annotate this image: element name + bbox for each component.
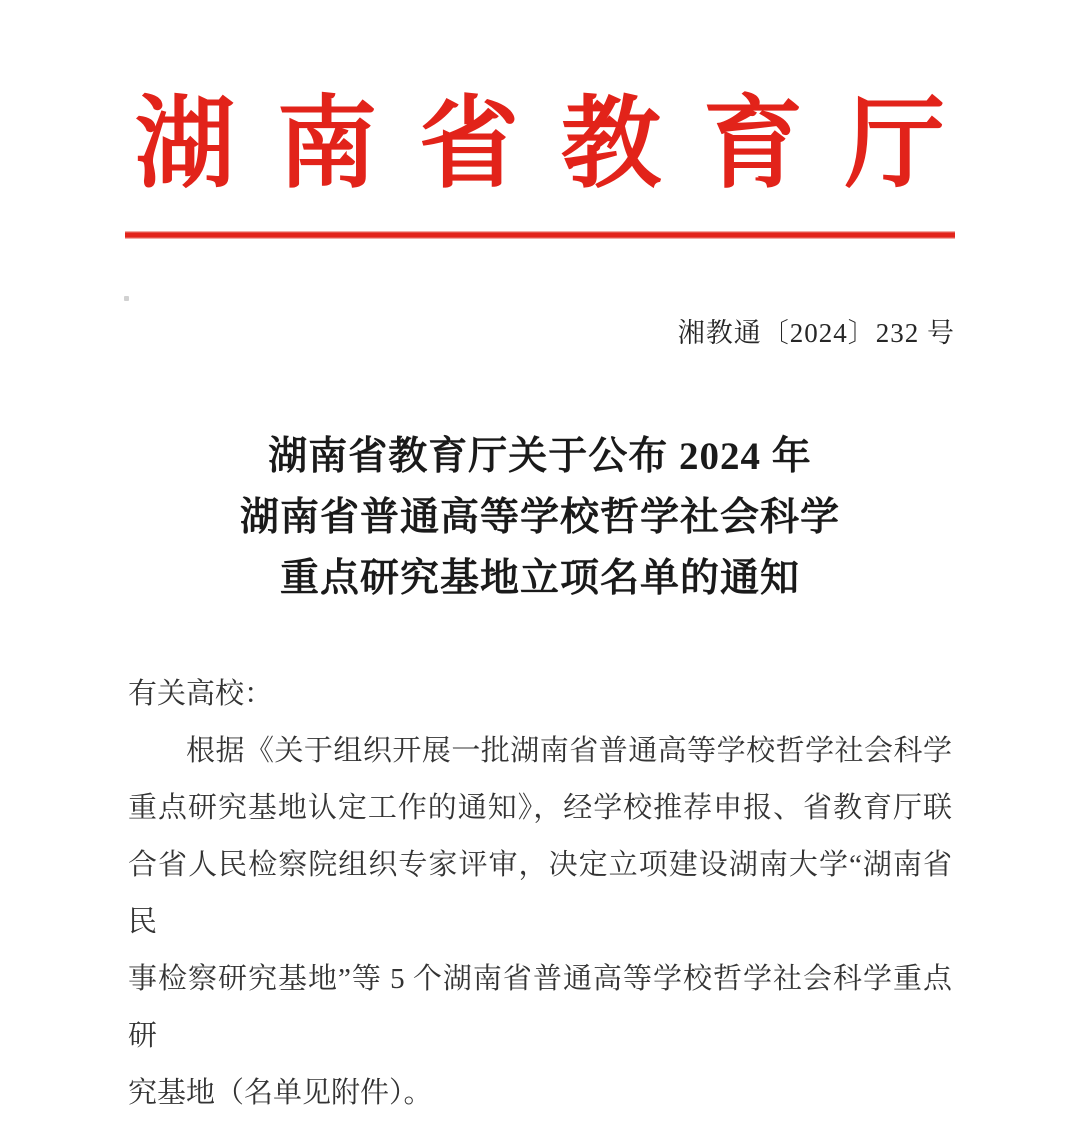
paragraph-line-4: 事检察研究基地”等 5 个湖南省普通高等学校哲学社会科学重点研 (128, 963, 952, 1052)
body-text (128, 666, 952, 1122)
paragraph-line-5: 究基地（名单见附件）。 (128, 1077, 433, 1109)
paragraph-line-3: 合省人民检察院组织专家评审，决定立项建设湖南大学“湖南省民 (128, 849, 952, 938)
paragraph-line-2: 重点研究基地认定工作的通知》，经学校推荐申报、省教育厅联 (128, 792, 952, 824)
notice-title-line-3: 重点研究基地立项名单的通知 (279, 557, 800, 600)
salutation: 有关高校： (128, 678, 274, 710)
letterhead-divider-rule (125, 231, 955, 239)
document-number: 湘教通〔2024〕232 号 (677, 318, 955, 348)
notice-title-line-2: 湖南省普通高等学校哲学社会科学 (239, 496, 840, 539)
letterhead-title: 湖南省教育厅 (135, 89, 987, 200)
notice-title (0, 426, 1080, 609)
paragraph-line-1: 根据《关于组织开展一批湖南省普通高等学校哲学社会科学 (186, 735, 952, 767)
notice-title-line-1: 湖南省教育厅关于公布 2024 年 (268, 435, 812, 478)
scan-artifact-dot (124, 296, 129, 301)
